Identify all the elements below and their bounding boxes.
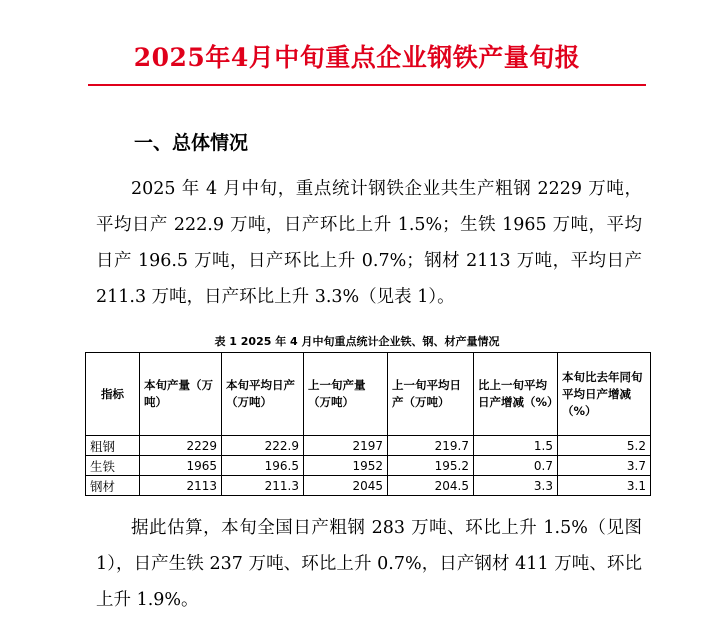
cell-previous-daily: 204.5 [388,476,474,496]
header-previous-daily: 上一旬平均日产（万吨） [388,353,474,436]
cell-previous-output: 2197 [304,436,388,456]
cell-change-vs-last-year: 5.2 [558,436,651,456]
cell-change-vs-last-year: 3.7 [558,456,651,476]
cell-previous-daily: 195.2 [388,456,474,476]
title-divider [88,84,646,86]
table-header-row [86,353,651,436]
table-row [86,456,651,476]
production-table [85,352,651,496]
cell-previous-output: 1952 [304,456,388,476]
cell-current-daily: 196.5 [222,456,304,476]
section-heading: 一、总体情况 [134,132,249,154]
cell-change-vs-previous: 3.3 [474,476,558,496]
report-title: 2025年4月中旬重点企业钢铁产量旬报 [133,43,581,72]
cell-current-output: 1965 [140,456,222,476]
cell-current-daily: 211.3 [222,476,304,496]
estimate-paragraph: 据此估算，本旬全国日产粗钢 283 万吨、环比上升 1.5%（见图 1），日产生铁 237 万吨、环比上升 0.7%，日产钢材 411 万吨、环比上升 1.9%。 [96,518,642,610]
header-previous-output: 上一旬产量（万吨） [304,353,388,436]
header-change-vs-last-year: 本旬比去年同旬平均日产增减（%） [558,353,651,436]
header-current-daily: 本旬平均日产（万吨） [222,353,304,436]
cell-current-daily: 222.9 [222,436,304,456]
table-caption: 表 1 2025 年 4 月中旬重点统计企业铁、钢、材产量情况 [214,335,500,348]
row-name: 粗钢 [86,436,140,456]
header-change-vs-previous: 比上一旬平均日产增减（%） [474,353,558,436]
table-row [86,436,651,456]
summary-paragraph: 2025 年 4 月中旬，重点统计钢铁企业共生产粗钢 2229 万吨，平均日产 222.9 万吨，日产环比上升 1.5%；生铁 1965 万吨，平均日产 196.5 万吨，日产环比上升 0.7%；钢材 2113 万吨，平均日产 211.3 万吨，日产环比上升 3.3%（见表 1）。 [96,179,642,307]
cell-change-vs-last-year: 3.1 [558,476,651,496]
cell-change-vs-previous: 1.5 [474,436,558,456]
cell-previous-output: 2045 [304,476,388,496]
row-name: 钢材 [86,476,140,496]
header-current-output: 本旬产量（万吨） [140,353,222,436]
header-indicator: 指标 [86,353,140,436]
cell-current-output: 2113 [140,476,222,496]
cell-current-output: 2229 [140,436,222,456]
row-name: 生铁 [86,456,140,476]
table-row [86,476,651,496]
cell-change-vs-previous: 0.7 [474,456,558,476]
cell-previous-daily: 219.7 [388,436,474,456]
